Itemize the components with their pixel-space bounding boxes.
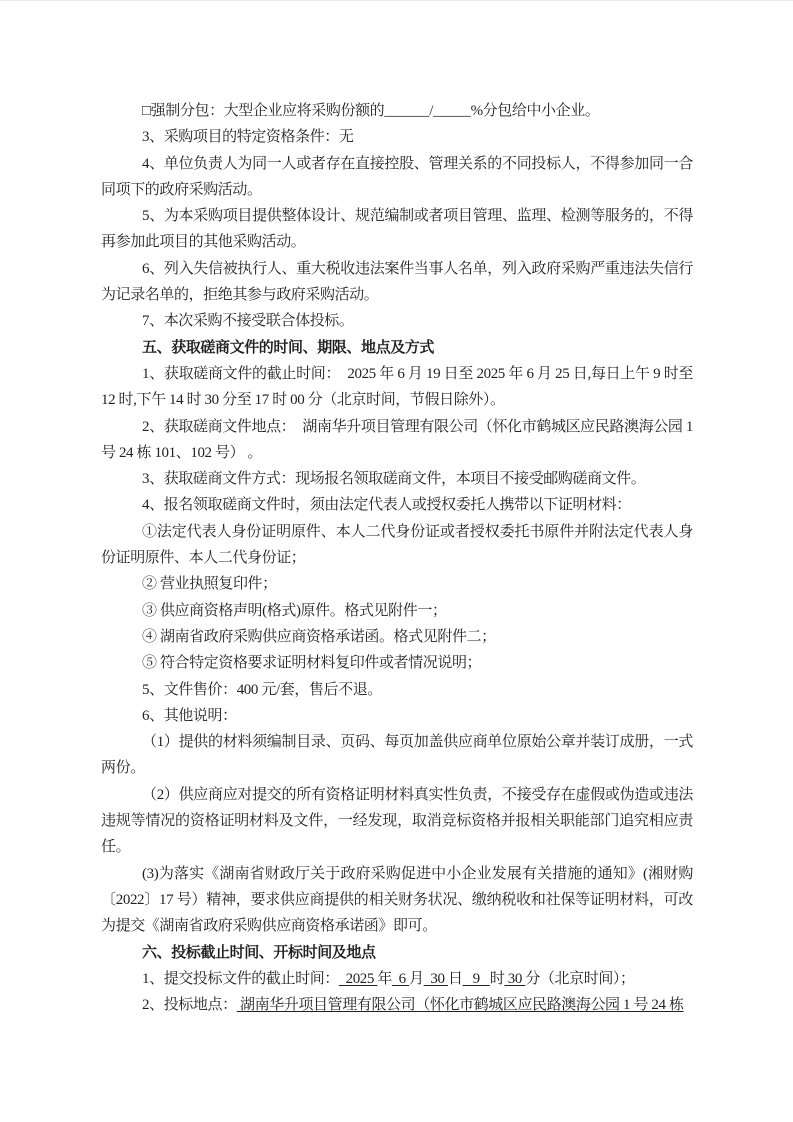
text-run: 强制分包：大型企业应将采购份额的 [150, 103, 385, 119]
text-run: 五、获取磋商文件的时间、期限、地点及方式 [142, 339, 435, 356]
text-run: 日 [448, 970, 463, 987]
section-heading [101, 335, 693, 361]
text-run: 3、获取磋商文件方式：现场报名领取磋商文件，本项目不接受邮购磋商文件。 [142, 471, 646, 488]
fill-in-underline: 9 [462, 970, 490, 987]
text-run: 2、投标地点： [142, 997, 237, 1014]
text-run: （1）提供的材料须编制目录、页码、每页加盖供应商单位原始公章并装订成册，一式两份。 [101, 734, 693, 777]
paragraph [101, 861, 693, 940]
paragraph [101, 624, 693, 650]
text-run: 5、为本采购项目提供整体设计、规范编制或者项目管理、监理、检测等服务的，不得再参加此项目的其他采购活动。 [101, 208, 693, 251]
paragraph [101, 256, 693, 309]
blank-line: _____ [433, 103, 471, 119]
paragraph [101, 124, 693, 150]
fill-in-underline: 6 [391, 970, 410, 987]
paragraph [101, 703, 693, 729]
text-run: ④ 湖南省政府采购供应商资格承诺函。格式见附件二； [142, 628, 496, 645]
fill-in-underline: 30 [504, 970, 526, 987]
paragraph [101, 992, 693, 1018]
paragraph [101, 151, 693, 204]
paragraph [101, 650, 693, 676]
text-run: 时 [489, 970, 505, 987]
text-run: 6、其他说明： [142, 707, 237, 724]
text-run: 1、提交投标文件的截止时间： [142, 970, 339, 987]
text-run: 分（北京时间）； [525, 970, 635, 987]
text-run: 3、采购项目的特定资格条件：无 [142, 129, 354, 146]
paragraph [101, 203, 693, 256]
fill-in-underline: 30 [423, 970, 448, 987]
text-run: ①法定代表人身份证明原件、本人二代身份证或者授权委托书原件并附法定代表人身份证明原件、本人二代身份证； [101, 523, 693, 567]
text-run: 4、报名领取磋商文件时，须由法定代表人或授权委托人携带以下证明材料： [142, 497, 631, 514]
paragraph [101, 966, 693, 992]
paragraph [101, 677, 693, 703]
section-heading [101, 940, 693, 966]
text-run: ③ 供应商资格声明(格式)原件。格式见附件一； [142, 602, 447, 619]
text-run: （2）供应商应对提交的所有资格证明材料真实性负责，不接受存在虚假或伪造或违法违规等情况的资格证明材料及文件，一经发现，取消竞标资格并报相关职能部门追究相应责任。 [101, 786, 693, 856]
paragraph [101, 308, 693, 334]
text-run: ② 营业执照复印件； [142, 576, 277, 593]
text-run: / [429, 103, 434, 119]
paragraph [101, 98, 693, 124]
text-run: %分包给中小企业。 [470, 103, 600, 119]
text-run: 5、文件售价：400 元/套，售后不退。 [142, 681, 382, 698]
text-run: 年 [377, 970, 392, 987]
paragraph [101, 729, 693, 782]
paragraph [101, 361, 693, 414]
text-run: 4、单位负责人为同一人或者存在直接控股、管理关系的不同投标人，不得参加同一合同项下的政府采购活动。 [101, 155, 693, 198]
blank-line: ______ [384, 103, 430, 119]
checkbox-unchecked-icon: □ [142, 103, 151, 119]
paragraph [101, 571, 693, 597]
text-run: 六、投标截止时间、开标时间及地点 [142, 944, 376, 961]
paragraph [101, 414, 693, 467]
text-run: 月 [409, 970, 424, 987]
text-run: 6、列入失信被执行人、重大税收违法案件当事人名单，列入政府采购严重违法失信行为记录名单的，拒绝其参与政府采购活动。 [101, 260, 693, 304]
fill-in-underline: 2025 [338, 970, 378, 987]
paragraph [101, 492, 693, 518]
text-run: 1、获取磋商文件的截止时间： 2025 年 6 月 19 日至 2025 年 6 月 25 日,每日上午 9 时至 12 时,下午 14 时 30 分至 17 时 00 分（北京时间，节假日除外）。 [101, 365, 693, 409]
document-body [101, 98, 693, 1018]
text-run: (3)为落实《湖南省财政厅关于政府采购促进中小企业发展有关措施的通知》(湘财购〔2022〕17 号）精神，要求供应商提供的相关财务状况、缴纳税收和社保等证明材料，可改为提交《湖南省政府采购供应商资格承诺函》即可。 [101, 865, 693, 935]
text-run: 7、本次采购不接受联合体投标。 [142, 313, 354, 330]
text-run: ⑤ 符合特定资格要求证明材料复印件或者情况说明； [142, 655, 482, 672]
paragraph [101, 598, 693, 624]
paragraph [101, 782, 693, 861]
paragraph [101, 466, 693, 492]
text-run: 2、获取磋商文件地点： 湖南华升项目管理有限公司（怀化市鹤城区应民路澳海公园 1 号 24 栋 101、102 号） 。 [101, 418, 693, 461]
paragraph [101, 519, 693, 572]
fill-in-underline: 湖南华升项目管理有限公司（怀化市鹤城区应民路澳海公园 1 号 24 栋 [236, 997, 684, 1014]
